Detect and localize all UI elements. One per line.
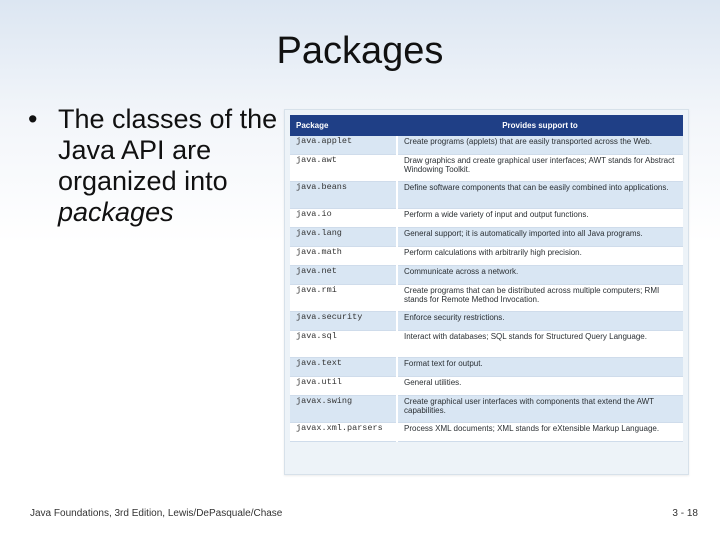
package-description: Interact with databases; SQL stands for Structured Query Language. [397,331,683,358]
package-description: Communicate across a network. [397,266,683,285]
bullet-text-emphasis: packages [58,197,174,227]
package-description: General utilities. [397,377,683,396]
package-name: java.util [290,377,397,396]
package-name: java.sql [290,331,397,358]
table-row [290,266,683,285]
table-row [290,312,683,331]
package-description: Create graphical user interfaces with components that extend the AWT capabilities. [397,396,683,423]
package-name: javax.xml.parsers [290,423,397,442]
package-description: Create programs that can be distributed across multiple computers; RMI stands for Remote Method Invocation. [397,285,683,312]
package-name: java.applet [290,136,397,155]
package-description: Format text for output. [397,358,683,377]
package-name: java.io [290,209,397,228]
package-description: Create programs (applets) that are easily transported across the Web. [397,136,683,155]
package-description: Perform a wide variety of input and output functions. [397,209,683,228]
table-row [290,377,683,396]
package-name: java.lang [290,228,397,247]
bullet-dot-icon: • [28,104,38,134]
package-description: Process XML documents; XML stands for eXtensible Markup Language. [397,423,683,442]
table-row [290,182,683,209]
package-name: java.text [290,358,397,377]
bullet-text-main: The classes of the Java API are organized into [58,104,278,196]
package-table [290,115,683,442]
package-description: Define software components that can be easily combined into applications. [397,182,683,209]
table-row [290,285,683,312]
package-name: java.awt [290,155,397,182]
package-name: java.security [290,312,397,331]
package-description: General support; it is automatically imported into all Java programs. [397,228,683,247]
package-description: Perform calculations with arbitrarily high precision. [397,247,683,266]
slide-number: 3 - 18 [672,508,698,519]
table-row [290,136,683,155]
table-row [290,396,683,423]
package-name: java.net [290,266,397,285]
table-header-row [290,115,683,136]
table-row [290,155,683,182]
table-row [290,228,683,247]
bullet-text [58,104,278,228]
bullet-point [28,104,278,228]
footer-citation: Java Foundations, 3rd Edition, Lewis/DePasquale/Chase [30,508,283,519]
table-row [290,209,683,228]
package-description: Enforce security restrictions. [397,312,683,331]
slide-title: Packages [276,30,444,72]
header-provides: Provides support to [397,115,683,136]
table-row [290,331,683,358]
table-row [290,358,683,377]
table-row [290,423,683,442]
header-package: Package [290,115,397,136]
package-name: java.rmi [290,285,397,312]
package-name: javax.swing [290,396,397,423]
table-row [290,247,683,266]
package-name: java.math [290,247,397,266]
package-name: java.beans [290,182,397,209]
package-description: Draw graphics and create graphical user interfaces; AWT stands for Abstract Windowing Toolkit. [397,155,683,182]
package-table-figure [284,109,689,475]
